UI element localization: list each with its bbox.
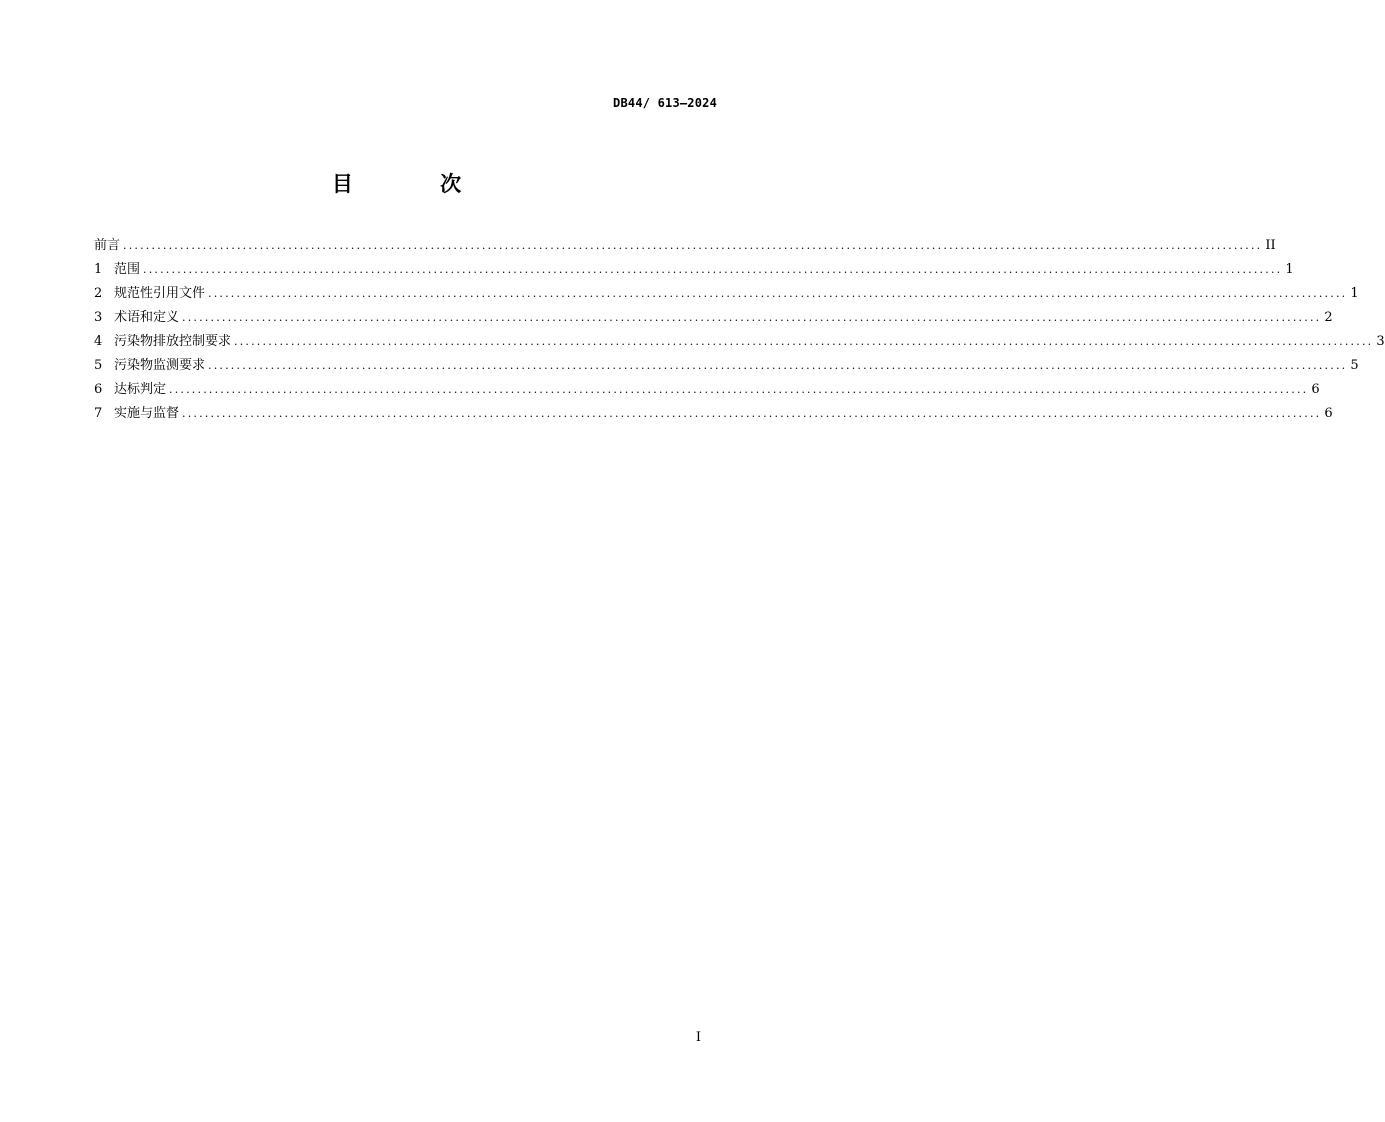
toc-entry-label: 范围 bbox=[114, 262, 141, 277]
toc-entry-number: 3 bbox=[94, 310, 103, 325]
toc-entry-5[interactable] bbox=[94, 354, 1359, 378]
toc-entry-label: 污染物监测要求 bbox=[114, 358, 206, 373]
toc-entry-2[interactable] bbox=[94, 282, 1359, 306]
toc-entry-label: 术语和定义 bbox=[114, 310, 180, 325]
toc-entry-number: 1 bbox=[94, 262, 103, 277]
toc-title: 目 次 bbox=[331, 172, 502, 196]
toc-entry-label: 规范性引用文件 bbox=[114, 286, 206, 301]
toc-entry-page: II bbox=[1265, 238, 1276, 253]
toc-entry-page: 6 bbox=[1324, 406, 1333, 421]
document-code: DB44/ 613—2024 bbox=[613, 96, 717, 110]
toc-leader-dots: ........................................................................................................................................................................................................ bbox=[208, 287, 1348, 300]
toc-entry-label: 前言 bbox=[94, 238, 121, 253]
toc-leader-dots: ........................................................................................................................................................................................................ bbox=[208, 359, 1348, 372]
page-number: I bbox=[695, 1030, 701, 1045]
toc-entry-page: 1 bbox=[1285, 262, 1294, 277]
toc-leader-dots: ........................................................................................................................................................................................................ bbox=[123, 239, 1263, 252]
toc-entry-1[interactable] bbox=[94, 258, 1294, 282]
toc-entry-number: 5 bbox=[94, 358, 103, 373]
toc-entry-page: 5 bbox=[1350, 358, 1359, 373]
toc-entry-number: 6 bbox=[94, 382, 103, 397]
toc-entry-label: 达标判定 bbox=[114, 382, 167, 397]
table-of-contents bbox=[94, 234, 1385, 426]
toc-entry-number: 4 bbox=[94, 334, 103, 349]
toc-leader-dots: ........................................................................................................................................................................................................ bbox=[143, 263, 1283, 276]
toc-entry-7[interactable] bbox=[94, 402, 1333, 426]
toc-leader-dots: ........................................................................................................................................................................................................ bbox=[169, 383, 1309, 396]
toc-entry-number: 7 bbox=[94, 406, 103, 421]
toc-entry-label: 污染物排放控制要求 bbox=[114, 334, 232, 349]
toc-entry-3[interactable] bbox=[94, 306, 1333, 330]
toc-leader-dots: ........................................................................................................................................................................................................ bbox=[182, 311, 1322, 324]
toc-leader-dots: ........................................................................................................................................................................................................ bbox=[182, 407, 1322, 420]
toc-entry-6[interactable] bbox=[94, 378, 1320, 402]
toc-entry-page: 3 bbox=[1376, 334, 1385, 349]
toc-entry-preface[interactable] bbox=[94, 234, 1276, 258]
toc-entry-page: 1 bbox=[1350, 286, 1359, 301]
toc-entry-page: 2 bbox=[1324, 310, 1333, 325]
toc-entry-number: 2 bbox=[94, 286, 103, 301]
toc-leader-dots: ........................................................................................................................................................................................................ bbox=[234, 335, 1374, 348]
toc-entry-4[interactable] bbox=[94, 330, 1385, 354]
toc-entry-page: 6 bbox=[1311, 382, 1320, 397]
toc-entry-label: 实施与监督 bbox=[114, 406, 180, 421]
